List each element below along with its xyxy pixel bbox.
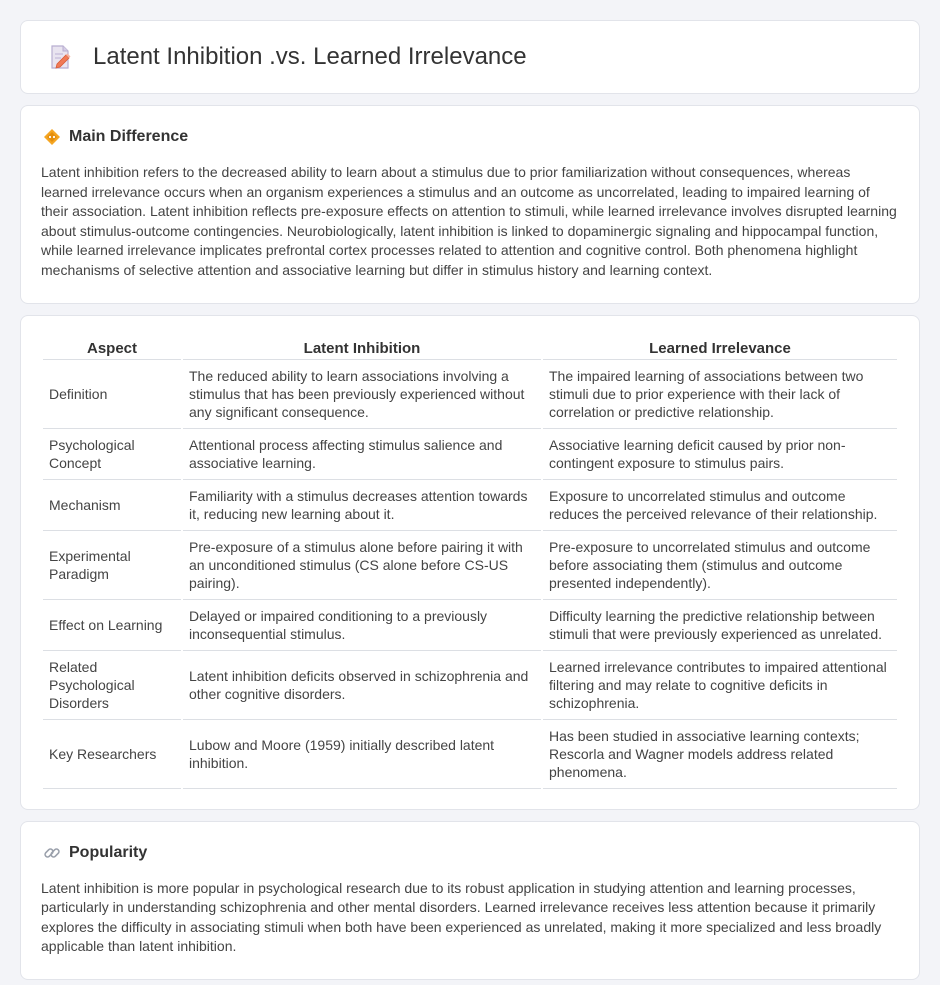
aspect-cell: Experimental Paradigm [43,531,181,600]
learned-irrelevance-cell: Learned irrelevance contributes to impaired attentional filtering and may relate to cognitive deficits in schizophrenia. [543,651,897,720]
header-card [20,20,920,94]
comparison-table-card [20,315,920,810]
header-aspect: Aspect [43,336,181,360]
comparison-table [41,336,899,789]
aspect-cell: Related Psychological Disorders [43,651,181,720]
header-latent-inhibition: Latent Inhibition [183,336,541,360]
popularity-title: Popularity [69,843,148,861]
learned-irrelevance-cell: Difficulty learning the predictive relationship between stimuli that were previously experienced as unrelated. [543,600,897,651]
latent-inhibition-cell: Latent inhibition deficits observed in schizophrenia and other cognitive disorders. [183,651,541,720]
aspect-cell: Definition [43,360,181,429]
learned-irrelevance-cell: The impaired learning of associations between two stimuli due to prior experience with their lack of correlation or predictive relationship. [543,360,897,429]
table-row [43,651,897,720]
popularity-section [20,821,920,980]
aspect-cell: Effect on Learning [43,600,181,651]
main-difference-text: Latent inhibition refers to the decreased ability to learn about a stimulus due to prior familiarization without consequences, whereas learned irrelevance occurs when an organism experiences a stimulus and an outcome as uncorrelated, leading to impaired learning of their association. Latent inhibition reflects pre-exposure effects on attention to stimuli, while learned irrelevance involves disrupted learning about stimulus-outcome contingencies. Neurobiologically, latent inhibition is linked to dopaminergic signaling and hippocampal function, while learned irrelevance implicates prefrontal cortex processes related to attention and cognitive control. Both phenomena highlight mechanisms of selective attention and associative learning but differ in stimulus history and learning context. [41,164,897,278]
aspect-cell: Mechanism [43,480,181,531]
table-row [43,531,897,600]
page-title: Latent Inhibition .vs. Learned Irrelevance [93,43,527,70]
diamond-badge-icon [43,128,61,146]
learned-irrelevance-cell: Exposure to uncorrelated stimulus and outcome reduces the perceived relevance of their relationship. [543,480,897,531]
link-icon [43,844,61,862]
learned-irrelevance-cell: Associative learning deficit caused by prior non-contingent exposure to stimulus pairs. [543,429,897,480]
latent-inhibition-cell: Familiarity with a stimulus decreases attention towards it, reducing new learning about it. [183,480,541,531]
table-row [43,360,897,429]
table-header-row [43,336,897,360]
latent-inhibition-cell: Pre-exposure of a stimulus alone before pairing it with an unconditioned stimulus (CS alone before CS-US pairing). [183,531,541,600]
latent-inhibition-cell: The reduced ability to learn associations involving a stimulus that has been previously experienced without any significant consequence. [183,360,541,429]
header-learned-irrelevance: Learned Irrelevance [543,336,897,360]
popularity-text: Latent inhibition is more popular in psychological research due to its robust application in studying attention and learning processes, particularly in understanding schizophrenia and other mental disorders. Learned irrelevance receives less attention because it primarily explores the difficulty in associating stimuli when both have been experienced as unrelated, making it more specialized and less broadly applicable than latent inhibition. [41,879,882,955]
latent-inhibition-cell: Delayed or impaired conditioning to a previously inconsequential stimulus. [183,600,541,651]
latent-inhibition-cell: Lubow and Moore (1959) initially described latent inhibition. [183,720,541,789]
learned-irrelevance-cell: Pre-exposure to uncorrelated stimulus and outcome before associating them (stimulus and outcome presented independently). [543,531,897,600]
main-difference-title: Main Difference [69,128,189,145]
aspect-cell: Psychological Concept [43,429,181,480]
learned-irrelevance-cell: Has been studied in associative learning contexts; Rescorla and Wagner models address related phenomena. [543,720,897,789]
table-row [43,480,897,531]
table-row [43,720,897,789]
pencil-paper-icon [45,42,75,72]
main-difference-section [20,105,920,304]
latent-inhibition-cell: Attentional process affecting stimulus salience and associative learning. [183,429,541,480]
aspect-cell: Key Researchers [43,720,181,789]
table-row [43,429,897,480]
table-row [43,600,897,651]
